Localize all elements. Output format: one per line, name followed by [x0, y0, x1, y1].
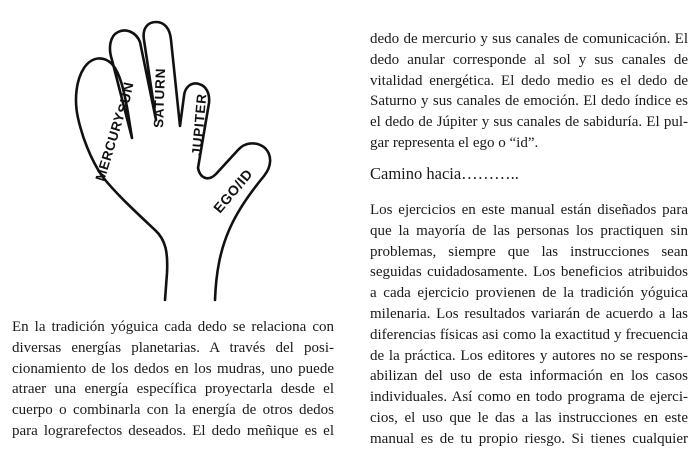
hand-diagram [60, 18, 320, 308]
text-line: abilizan del uso de esta información en los casos [370, 368, 688, 385]
left-paragraph [12, 317, 334, 442]
text-line: diferencias físicas asi como la exactitud y frecuencia [370, 326, 688, 343]
thumb-label-ego: EGO/ID [210, 165, 256, 216]
text-line: cionamiento de los dedos en los mudras, uno puede [12, 360, 334, 377]
text-line: cuerpo o combinarla con la energía de otros dedos [12, 402, 334, 419]
finger-label-mercury: MERCURY [92, 110, 128, 183]
text-line: Los ejercicios en este manual están diseñados para [370, 202, 688, 218]
text-line: que la mayoría de las personas los practiquen sin [370, 222, 688, 239]
text-line: problemas, siempre que las instrucciones sean [370, 243, 688, 260]
section-heading: Camino hacia……….. [370, 164, 519, 183]
text-line: En la tradición yóguica cada dedo se relaciona con [12, 319, 334, 335]
right-top-paragraph [370, 29, 688, 154]
text-line: atraer una energía específica proyectarla desde el [12, 381, 334, 398]
text-line: vitalidad energética. El dedo medio es el dedo de [370, 72, 688, 89]
text-line: el dedo de Júpiter y sus canales de sabiduría. El pul- [370, 114, 688, 131]
finger-label-jupiter: JUPITER [189, 92, 210, 157]
hand-illustration [60, 18, 320, 308]
text-line: manual es de tu propio riesgo. Si tienes cualquier [370, 430, 688, 447]
text-line: Saturno y sus canales de emoción. El dedo índice es [370, 93, 688, 110]
right-body-paragraph [370, 200, 688, 450]
finger-label-sun: SUN [114, 80, 137, 115]
text-line: de la práctica. Los editores y autores no se respons- [370, 347, 688, 364]
text-line: dedo anular corresponde al sol y sus canales de [370, 51, 688, 68]
text-line: individuales. Así como en todo programa de ejerci- [370, 389, 688, 406]
text-line: seguidas cuidadosamente. Los beneficios atribuidos [370, 264, 688, 281]
text-line: gar representa el ego o “id”. [370, 134, 539, 151]
text-line: para lograrefectos deseados. El dedo meñique es el [12, 422, 334, 439]
finger-label-saturn: SATURN [151, 67, 169, 129]
text-line: cios, el uso que le das a las instrucciones en este [370, 409, 688, 426]
text-line: a cada ejercicio provienen de la tradición yóguica [370, 285, 688, 302]
text-line: dedo de mercurio y sus canales de comunicación. El [370, 31, 688, 47]
text-line: milenaria. Los resultados variarán de acuerdo a las [370, 305, 688, 322]
text-line: diversas energías planetarias. A través del posi- [12, 339, 334, 356]
